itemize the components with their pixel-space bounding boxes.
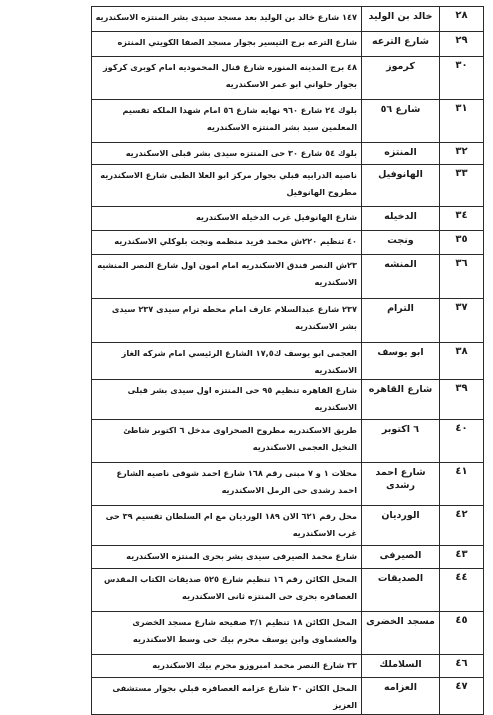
branch-address: ٤٨ برج المدينه المنوره شارع قنال المحموديه امام كوبرى كركوز بجوار حلواني ابو عمر الاسكندريه xyxy=(92,57,362,100)
row-number: ٣٣ xyxy=(440,165,484,207)
branches-table xyxy=(91,6,484,715)
branch-name: الورديان xyxy=(362,506,440,546)
branch-name: كرموز xyxy=(362,57,440,100)
row-number: ٤٣ xyxy=(440,546,484,569)
branch-address: ٤٠ تنظيم ٢٢٠ش محمد فريد منظمه ونجت بلوكلي الاسكندريه xyxy=(92,231,362,255)
table-row xyxy=(92,380,484,420)
table-row xyxy=(92,231,484,255)
table-row xyxy=(92,678,484,715)
table-row xyxy=(92,655,484,678)
branch-address: محلات ١ و ٧ مبنى رقم ١٦٨ شارع احمد شوقى ناصيه الشارع احمد رشدى حى الرمل الاسكندريه xyxy=(92,463,362,506)
row-number: ٣٨ xyxy=(440,343,484,380)
row-number: ٣٩ xyxy=(440,380,484,420)
row-number: ٤٦ xyxy=(440,655,484,678)
branches-table-body xyxy=(92,7,484,715)
branch-name: ونجت xyxy=(362,231,440,255)
branch-name: الترام xyxy=(362,299,440,343)
branch-address: شارع القاهره تنظيم ٩٥ حى المنتزه اول سيدى بشر قبلى الاسكندريه xyxy=(92,380,362,420)
table-row xyxy=(92,255,484,299)
branch-address: بلوك ٥٤ شارع ٣٠ حى المنتزه سيدى بشر قبلى الاسكندريه xyxy=(92,143,362,165)
branch-address: المحل الكائن رقم ١٦ تنظيم شارع ٥٢٥ صديقات الكتاب المقدس العصافره بحرى حى المنتزه ثانى الاسكندريه xyxy=(92,569,362,612)
row-number: ٣٧ xyxy=(440,299,484,343)
branch-address: المحل الكائن ١٨ تنظيم ٣/١ صفيحه شارع مسجد الخضرى والعشماوى وابن يوسف محرم بيك حى وسط الاسكندريه xyxy=(92,612,362,655)
branch-address: شارع محمد الصيرفى سيدى بشر بحرى المنتزه الاسكندريه xyxy=(92,546,362,569)
branch-address: ٣٣ شارع النصر محمد امبروزو محرم بيك الاسكندريه xyxy=(92,655,362,678)
branch-name: شارع ٥٦ xyxy=(362,100,440,143)
table-row xyxy=(92,343,484,380)
branch-name: الدخيله xyxy=(362,207,440,231)
table-row xyxy=(92,299,484,343)
branch-address: ناصيه الدرابيه قبلي بجوار مركز ابو العلا الطبى شارع الاسكندريه مطروح الهانوفيل xyxy=(92,165,362,207)
branch-address: شارع الترعه برج التيسير بجوار مسجد الصفا الكويتي المنتزه xyxy=(92,32,362,57)
row-number: ٤١ xyxy=(440,463,484,506)
row-number: ٣٦ xyxy=(440,255,484,299)
branch-address: محل رقم ٦٢١ الان ١٨٩ الورديان مع ام السلطان تقسيم ٣٩ حى غرب الاسكندريه xyxy=(92,506,362,546)
row-number: ٣٠ xyxy=(440,57,484,100)
branch-name: شارع القاهره xyxy=(362,380,440,420)
table-row xyxy=(92,207,484,231)
row-number: ٤٤ xyxy=(440,569,484,612)
table-row xyxy=(92,463,484,506)
table-row xyxy=(92,569,484,612)
row-number: ٤٢ xyxy=(440,506,484,546)
table-row xyxy=(92,100,484,143)
row-number: ٣٥ xyxy=(440,231,484,255)
branch-address: ١٤٧ شارع خالد بن الوليد بعد مسجد سيدى بشر المنتزه الاسكندريه xyxy=(92,7,362,32)
branch-name: ٦ اكتوبر xyxy=(362,420,440,463)
row-number: ٣٢ xyxy=(440,143,484,165)
table-row xyxy=(92,57,484,100)
branch-address: بلوك ٢٤ شارع ٩٦٠ نهايه شارع ٥٦ امام شهدا الملكه تقسيم المعلمين سيد بشر المنتزه الاسكندريه xyxy=(92,100,362,143)
branch-address: ٢٣ش النصر فندق الاسكندريه امام امون اول شارع النصر المنشيه الاسكندريه xyxy=(92,255,362,299)
row-number: ٢٩ xyxy=(440,32,484,57)
branch-name: ابو يوسف xyxy=(362,343,440,380)
row-number: ٢٨ xyxy=(440,7,484,32)
table-row xyxy=(92,165,484,207)
branch-name: شارع احمد رشدى xyxy=(362,463,440,506)
row-number: ٣١ xyxy=(440,100,484,143)
branch-address: طريق الاسكندريه مطروح الصحراوى مدخل ٦ اكتوبر شاطئ النخيل العجمى الاسكندريه xyxy=(92,420,362,463)
branch-name: المنتزه xyxy=(362,143,440,165)
table-row xyxy=(92,506,484,546)
branch-name: العزامه xyxy=(362,678,440,715)
branch-name: المنشه xyxy=(362,255,440,299)
branch-name: الصيرفى xyxy=(362,546,440,569)
branch-name: الصديقات xyxy=(362,569,440,612)
table-row xyxy=(92,612,484,655)
table-row xyxy=(92,7,484,32)
branch-name: مسجد الخضرى xyxy=(362,612,440,655)
table-row xyxy=(92,143,484,165)
branch-address: شارع الهانوفيل غرب الدخيله الاسكندريه xyxy=(92,207,362,231)
branch-name: السلاملك xyxy=(362,655,440,678)
branch-name: الهانوفيل xyxy=(362,165,440,207)
row-number: ٣٤ xyxy=(440,207,484,231)
table-row xyxy=(92,546,484,569)
branch-address: المحل الكائن ٣٠ شارع عزامه العصافره قبلي بجوار مستشفى العزيز xyxy=(92,678,362,715)
table-row xyxy=(92,420,484,463)
row-number: ٤٠ xyxy=(440,420,484,463)
branch-name: شارع الترعه xyxy=(362,32,440,57)
branch-address: العجمى ابو يوسف ك١٧,٥ الشارع الرئيسي امام شركه الغاز الاسكندريه xyxy=(92,343,362,380)
branch-name: خالد بن الوليد xyxy=(362,7,440,32)
row-number: ٤٧ xyxy=(440,678,484,715)
branch-address: ٢٣٧ شارع عبدالسلام عارف امام محطه ترام سيدى ٢٣٧ سيدى بشر الاسكندريه xyxy=(92,299,362,343)
table-row xyxy=(92,32,484,57)
row-number: ٤٥ xyxy=(440,612,484,655)
